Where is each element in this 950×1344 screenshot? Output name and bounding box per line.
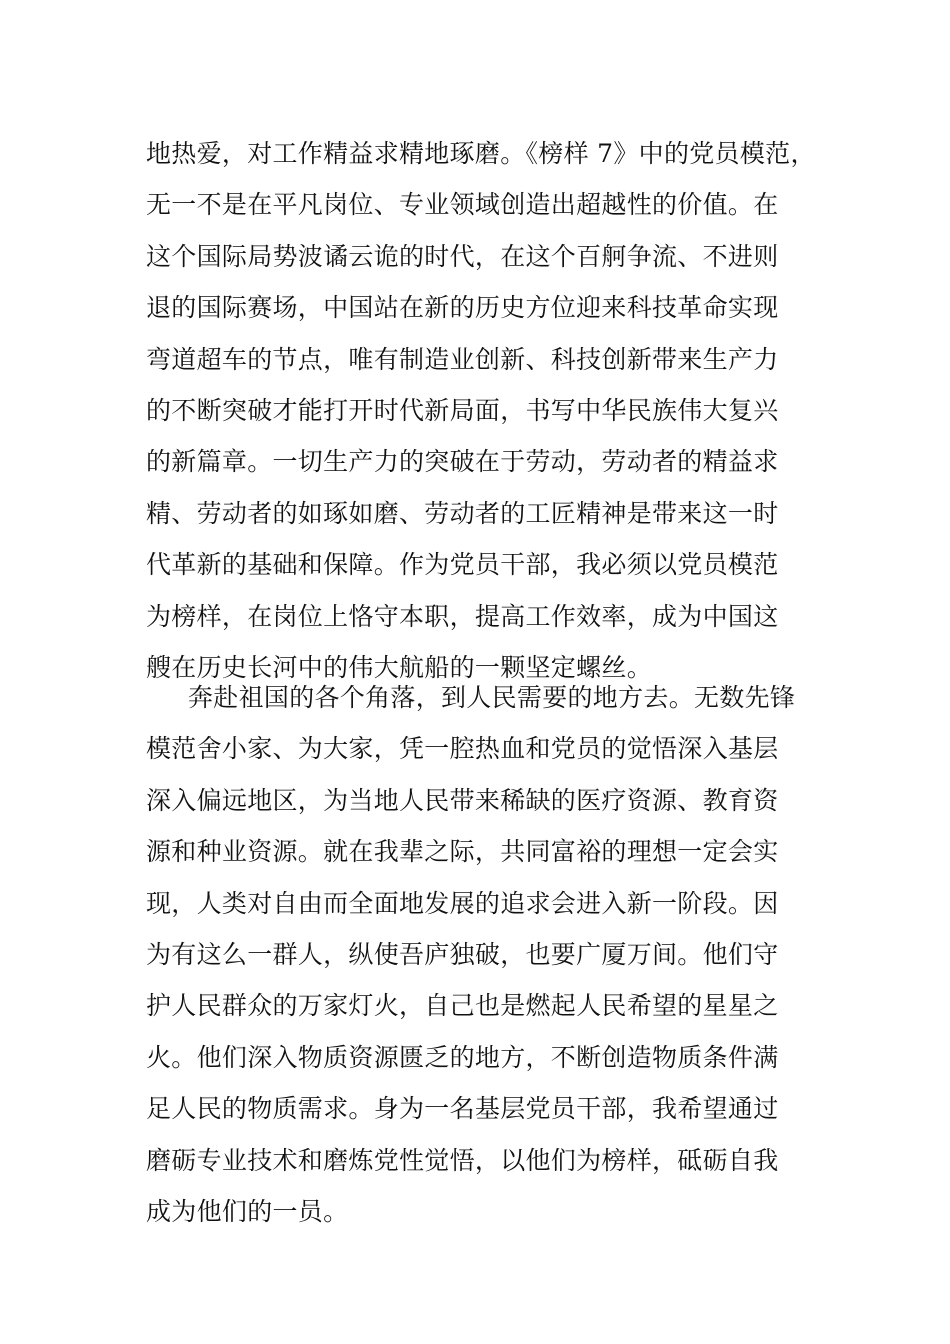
text-line: 的新篇章。一切生产力的突破在于劳动，劳动者的精益求 (146, 447, 779, 477)
text-line: 退的国际赛场，中国站在新的历史方位迎来科技革命实现 (146, 293, 779, 323)
text-line: 足人民的物质需求。身为一名基层党员干部，我希望通过 (146, 1094, 779, 1124)
text-line: 这个国际局势波谲云诡的时代，在这个百舸争流、不进则 (146, 241, 779, 271)
text-line: 弯道超车的节点，唯有制造业创新、科技创新带来生产力 (146, 344, 779, 374)
text-line: 无一不是在平凡岗位、专业领域创造出超越性的价值。在 (146, 190, 779, 220)
text-line: 成为他们的一员。 (146, 1196, 349, 1226)
text-line: 代革新的基础和保障。作为党员干部，我必须以党员模范 (146, 550, 779, 580)
text-line: 源和种业资源。就在我辈之际，共同富裕的理想一定会实 (146, 837, 779, 867)
text-line: 模范舍小家、为大家，凭一腔热血和党员的觉悟深入基层 (146, 734, 779, 764)
text-line: 为榜样，在岗位上恪守本职，提高工作效率，成为中国这 (146, 601, 779, 631)
text-line: 护人民群众的万家灯火，自己也是燃起人民希望的星星之 (146, 991, 779, 1021)
paragraph-1 (146, 128, 816, 693)
text-line: 地热爱，对工作精益求精地琢磨。《榜样 7》中的党员模范， (146, 139, 816, 168)
paragraph-2 (146, 672, 806, 1237)
text-line: 艘在历史长河中的伟大航船的一颗坚定螺丝。 (146, 652, 653, 682)
text-line: 火。他们深入物质资源匮乏的地方，不断创造物质条件满 (146, 1042, 779, 1072)
text-line: 精、劳动者的如琢如磨、劳动者的工匠精神是带来这一时 (146, 498, 779, 528)
text-line: 深入偏远地区，为当地人民带来稀缺的医疗资源、教育资 (146, 785, 779, 815)
text-line: 的不断突破才能打开时代新局面，书写中华民族伟大复兴 (146, 395, 779, 425)
text-line: 磨砺专业技术和磨炼党性觉悟，以他们为榜样，砥砺自我 (146, 1145, 779, 1175)
text-line: 现，人类对自由而全面地发展的追求会进入新一阶段。因 (146, 888, 779, 918)
text-line-first-indented: 奔赴祖国的各个角落，到人民需要的地方去。无数先锋 (188, 683, 796, 712)
text-line: 为有这么一群人，纵使吾庐独破，也要广厦万间。他们守 (146, 939, 779, 969)
